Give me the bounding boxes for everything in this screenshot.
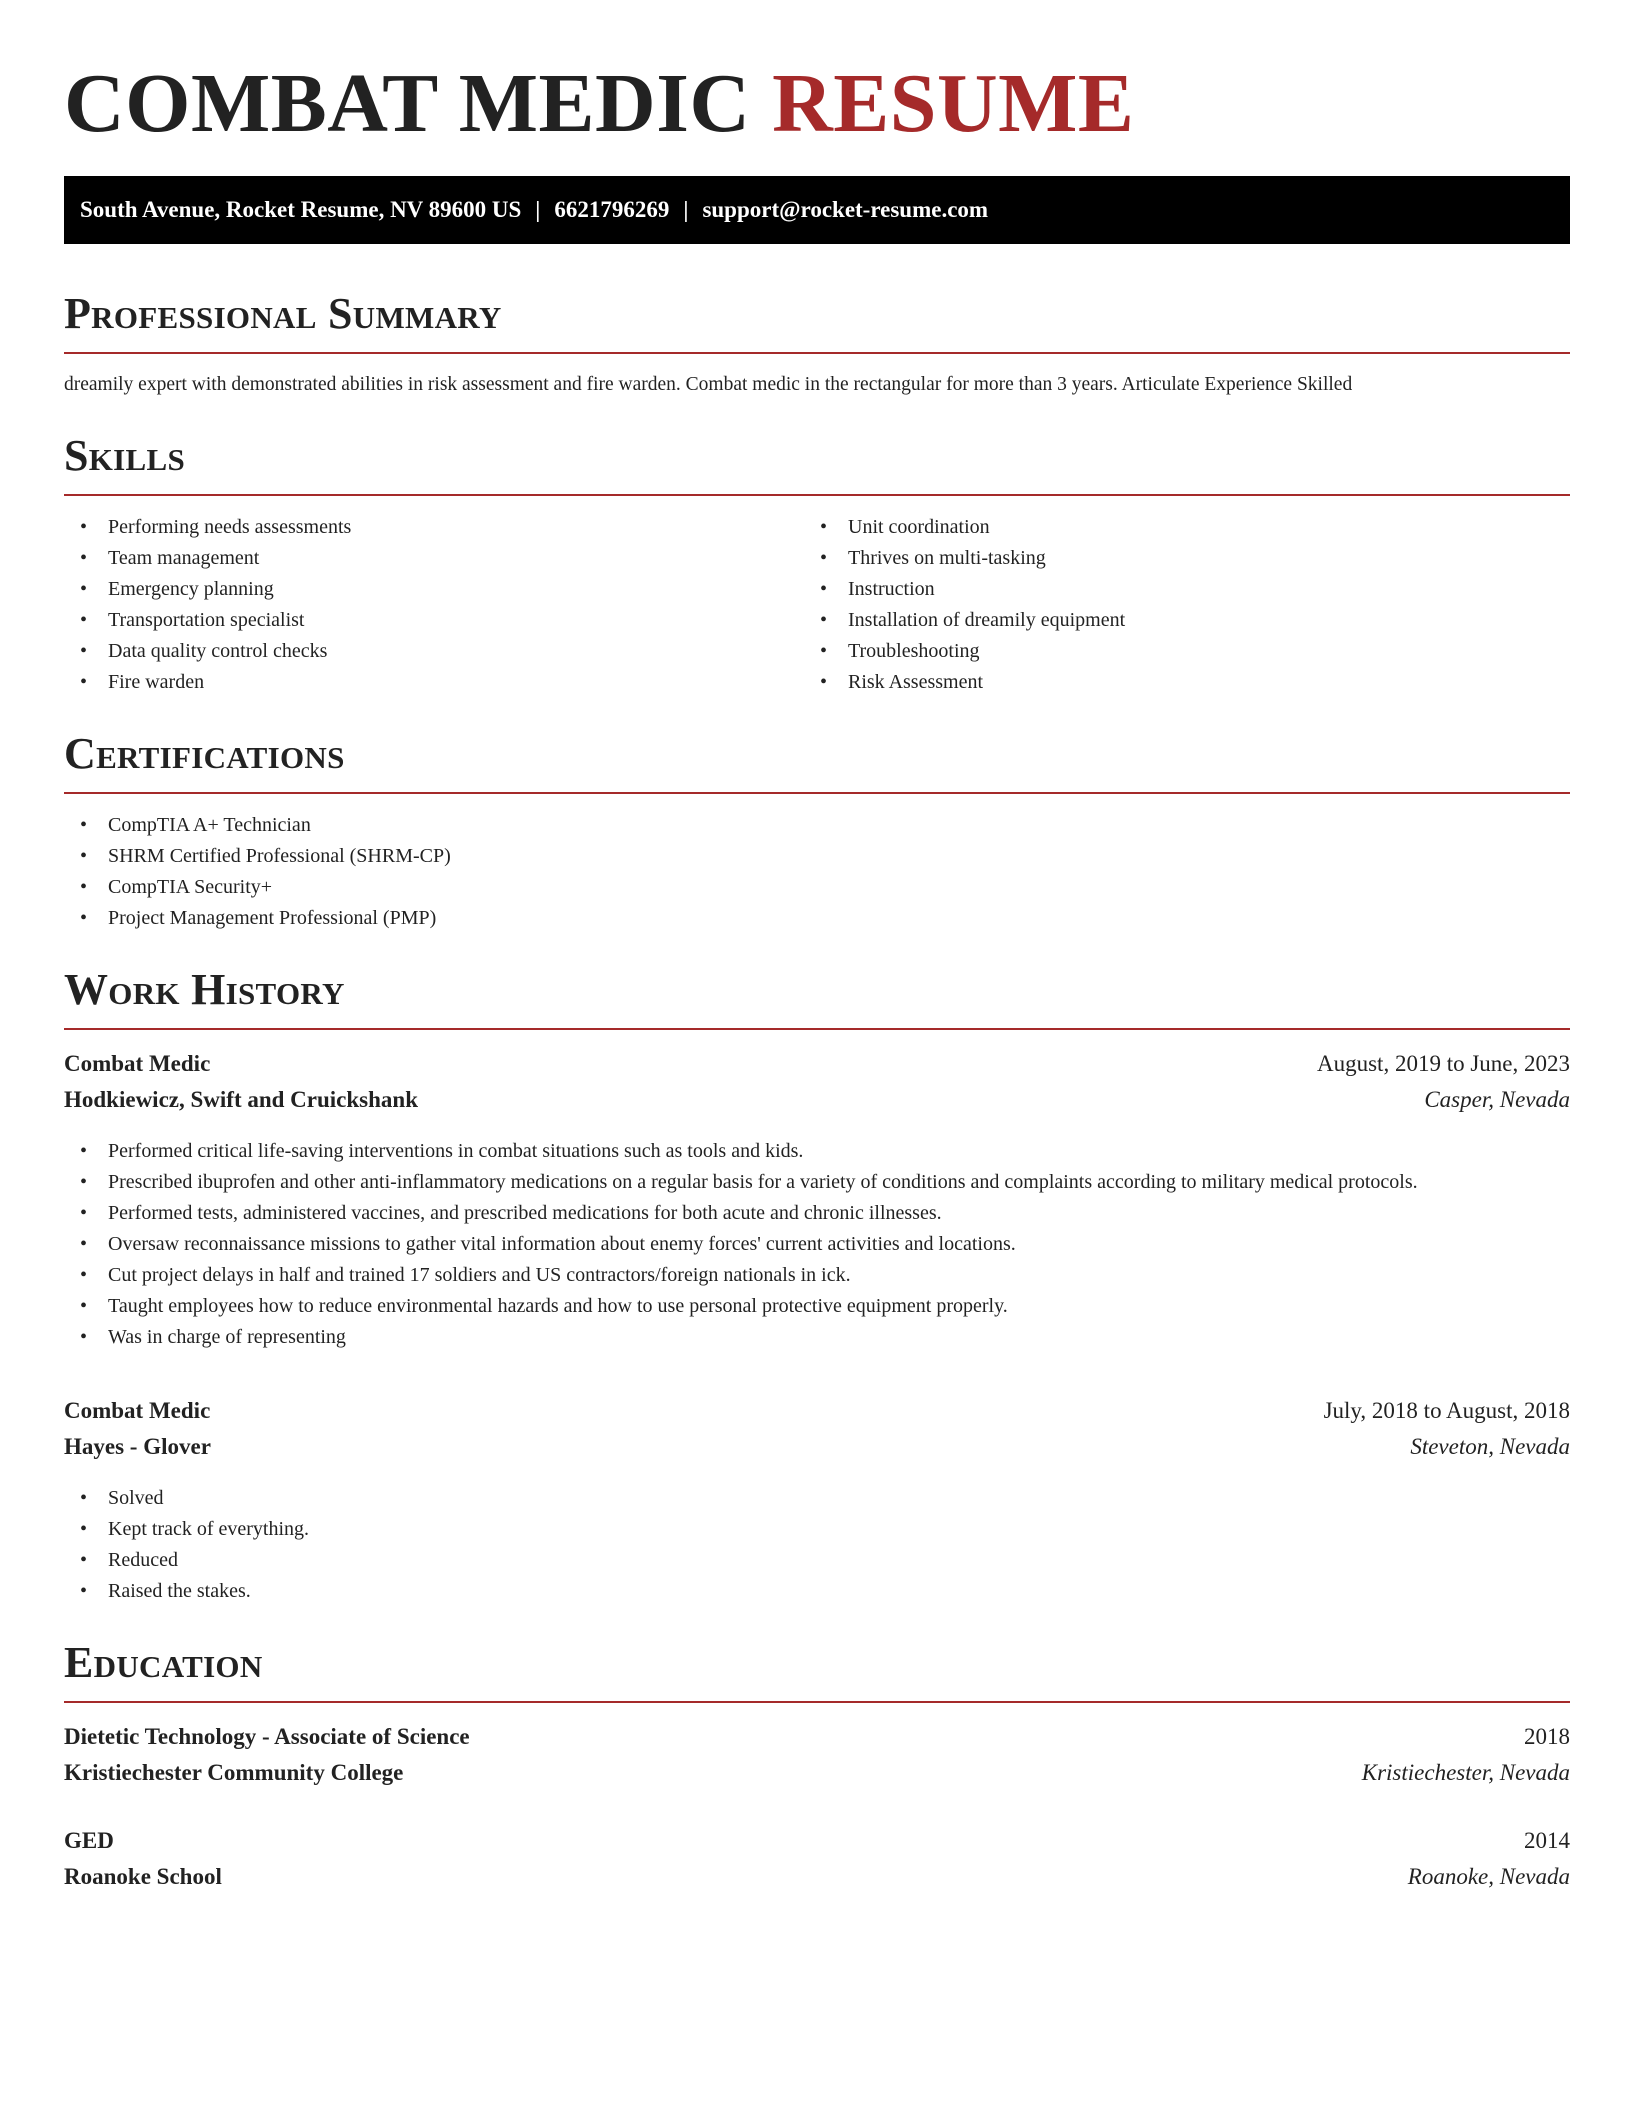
resume-title xyxy=(64,54,1570,164)
education-school: Roanoke School xyxy=(64,1864,222,1889)
skills-heading: Skills xyxy=(64,428,1570,496)
skill-item: • Fire warden xyxy=(64,667,804,698)
certification-item: • Project Management Professional (PMP) xyxy=(64,903,1570,934)
skill-item: • Unit coordination xyxy=(804,512,1544,543)
work-history-heading: Work History xyxy=(64,962,1570,1030)
job-company: Hayes - Glover xyxy=(64,1434,211,1459)
education-entry xyxy=(64,1823,1570,1895)
education-location: Roanoke, Nevada xyxy=(1407,1864,1570,1889)
job-title-row xyxy=(64,1393,1570,1429)
education-school: Kristiechester Community College xyxy=(64,1760,404,1785)
job-duty: • Reduced xyxy=(64,1545,1570,1576)
certifications-list xyxy=(64,810,1570,934)
skill-item: • Emergency planning xyxy=(64,574,804,605)
education-entry xyxy=(64,1719,1570,1791)
job-dates: August, 2019 to June, 2023 xyxy=(1317,1051,1570,1076)
job-duties-list xyxy=(64,1483,1570,1607)
job-company-row xyxy=(64,1082,1570,1118)
job-title: Combat Medic xyxy=(64,1398,211,1423)
skills-section xyxy=(64,428,1570,698)
job-title: Combat Medic xyxy=(64,1051,211,1076)
title-accent: RESUME xyxy=(772,57,1135,150)
skill-item: • Installation of dreamily equipment xyxy=(804,605,1544,636)
job-duty: • Solved xyxy=(64,1483,1570,1514)
skill-item: • Data quality control checks xyxy=(64,636,804,667)
job-entry xyxy=(64,1393,1570,1607)
skill-item: • Transportation specialist xyxy=(64,605,804,636)
job-duty: • Was in charge of representing xyxy=(64,1322,1570,1353)
summary-section xyxy=(64,286,1570,400)
contact-bar xyxy=(64,176,1570,244)
certifications-section xyxy=(64,726,1570,934)
job-duty: • Prescribed ibuprofen and other anti-inflammatory medications on a regular basis for a variety of conditions and complaints according to military medical protocols. xyxy=(64,1167,1570,1198)
education-school-row xyxy=(64,1755,1570,1791)
certification-item: • CompTIA Security+ xyxy=(64,872,1570,903)
skills-grid xyxy=(64,496,1570,698)
job-duty: • Taught employees how to reduce environmental hazards and how to use personal protective equipment properly. xyxy=(64,1291,1570,1322)
contact-phone[interactable]: 6621796269 xyxy=(554,197,670,222)
skill-item: • Team management xyxy=(64,543,804,574)
job-duty: • Raised the stakes. xyxy=(64,1576,1570,1607)
education-heading: Education xyxy=(64,1635,1570,1703)
certification-item: • SHRM Certified Professional (SHRM-CP) xyxy=(64,841,1570,872)
job-company-row xyxy=(64,1429,1570,1465)
title-main: COMBAT MEDIC xyxy=(64,57,751,150)
job-duty: • Kept track of everything. xyxy=(64,1514,1570,1545)
education-degree-row xyxy=(64,1719,1570,1755)
skill-item: • Performing needs assessments xyxy=(64,512,804,543)
job-duty: • Oversaw reconnaissance missions to gather vital information about enemy forces' current activities and locations. xyxy=(64,1229,1570,1260)
job-company: Hodkiewicz, Swift and Cruickshank xyxy=(64,1087,419,1112)
skill-item: • Instruction xyxy=(804,574,1544,605)
job-duty: • Performed critical life-saving interventions in combat situations such as tools and kids. xyxy=(64,1136,1570,1167)
certification-item: • CompTIA A+ Technician xyxy=(64,810,1570,841)
skill-item: • Risk Assessment xyxy=(804,667,1544,698)
education-year: 2018 xyxy=(1524,1724,1570,1749)
education-location: Kristiechester, Nevada xyxy=(1361,1760,1570,1785)
skill-item: • Thrives on multi-tasking xyxy=(804,543,1544,574)
skills-list-left xyxy=(64,512,804,698)
education-degree-row xyxy=(64,1823,1570,1859)
job-dates: July, 2018 to August, 2018 xyxy=(1323,1398,1570,1423)
education-degree: GED xyxy=(64,1828,114,1853)
contact-address: South Avenue, Rocket Resume, NV 89600 US xyxy=(80,197,522,222)
job-duty: • Cut project delays in half and trained 17 soldiers and US contractors/foreign nationals in ick. xyxy=(64,1260,1570,1291)
skill-item: • Troubleshooting xyxy=(804,636,1544,667)
job-duties-list xyxy=(64,1136,1570,1353)
job-title-row xyxy=(64,1046,1570,1082)
job-entry xyxy=(64,1046,1570,1353)
skills-list-right xyxy=(804,512,1544,698)
resume-page xyxy=(64,0,1570,1895)
summary-heading: Professional Summary xyxy=(64,286,1570,354)
education-school-row xyxy=(64,1859,1570,1895)
education-year: 2014 xyxy=(1524,1828,1570,1853)
job-location: Casper, Nevada xyxy=(1424,1087,1570,1112)
certifications-heading: Certifications xyxy=(64,726,1570,794)
work-history-section xyxy=(64,962,1570,1607)
summary-text: dreamily expert with demonstrated abilities in risk assessment and fire warden. Combat medic in the rectangular for more than 3 years. Articulate Experience Skilled xyxy=(64,374,1353,395)
contact-separator: | xyxy=(535,197,541,222)
job-duty: • Performed tests, administered vaccines, and prescribed medications for both acute and chronic illnesses. xyxy=(64,1198,1570,1229)
contact-email[interactable]: support@rocket-resume.com xyxy=(702,197,989,222)
education-degree: Dietetic Technology - Associate of Science xyxy=(64,1724,470,1749)
job-location: Steveton, Nevada xyxy=(1410,1434,1570,1459)
education-section xyxy=(64,1635,1570,1895)
contact-separator: | xyxy=(683,197,689,222)
